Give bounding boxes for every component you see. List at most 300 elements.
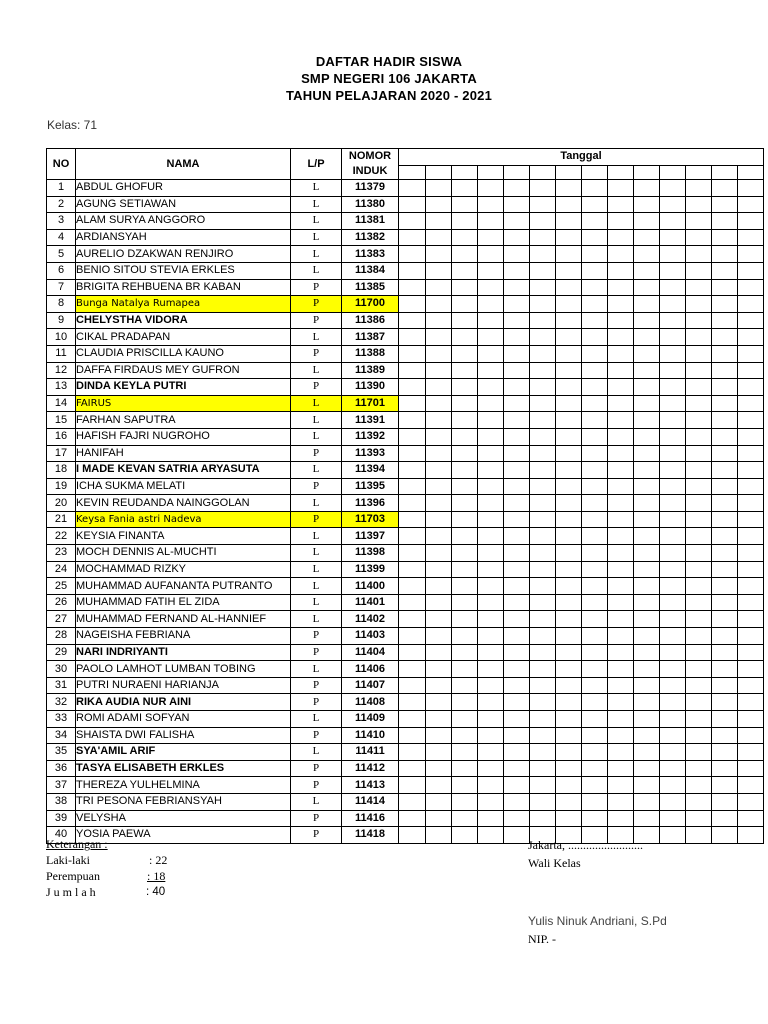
attendance-cell xyxy=(608,661,634,678)
student-name: FAIRUS xyxy=(76,395,291,412)
attendance-cell xyxy=(634,611,660,628)
attendance-cell xyxy=(712,462,738,479)
attendance-cell xyxy=(660,229,686,246)
row-number: 12 xyxy=(47,362,76,379)
row-number: 13 xyxy=(47,379,76,396)
academic-year: TAHUN PELAJARAN 2020 - 2021 xyxy=(286,88,492,103)
student-id: 11383 xyxy=(342,246,399,263)
student-name: I MADE KEVAN SATRIA ARYASUTA xyxy=(76,462,291,479)
attendance-cell xyxy=(582,213,608,230)
attendance-cell xyxy=(478,312,504,329)
row-number: 14 xyxy=(47,395,76,412)
attendance-cell xyxy=(399,312,426,329)
attendance-cell xyxy=(530,495,556,512)
attendance-cell xyxy=(582,345,608,362)
attendance-cell xyxy=(556,478,582,495)
attendance-cell xyxy=(478,661,504,678)
attendance-cell xyxy=(686,628,712,645)
attendance-cell xyxy=(660,329,686,346)
row-number: 5 xyxy=(47,246,76,263)
attendance-cell xyxy=(712,628,738,645)
attendance-cell xyxy=(426,561,452,578)
table-row xyxy=(47,246,764,263)
attendance-cell xyxy=(608,793,634,810)
attendance-cell xyxy=(634,229,660,246)
attendance-cell xyxy=(556,561,582,578)
row-number: 26 xyxy=(47,594,76,611)
table-row xyxy=(47,644,764,661)
attendance-cell xyxy=(399,561,426,578)
attendance-cell xyxy=(426,462,452,479)
attendance-cell xyxy=(530,312,556,329)
attendance-cell xyxy=(452,545,478,562)
attendance-cell xyxy=(634,810,660,827)
table-row xyxy=(47,345,764,362)
attendance-cell xyxy=(399,262,426,279)
student-gender: P xyxy=(291,777,342,794)
attendance-cell xyxy=(426,528,452,545)
student-name: ARDIANSYAH xyxy=(76,229,291,246)
attendance-cell xyxy=(504,329,530,346)
attendance-cell xyxy=(426,296,452,313)
attendance-cell xyxy=(608,561,634,578)
attendance-cell xyxy=(504,727,530,744)
attendance-cell xyxy=(530,180,556,197)
attendance-cell xyxy=(660,711,686,728)
student-id: 11386 xyxy=(342,312,399,329)
attendance-cell xyxy=(556,594,582,611)
attendance-cell xyxy=(582,395,608,412)
attendance-cell xyxy=(530,196,556,213)
attendance-cell xyxy=(582,578,608,595)
row-number: 16 xyxy=(47,428,76,445)
attendance-cell xyxy=(608,727,634,744)
attendance-cell xyxy=(504,760,530,777)
attendance-cell xyxy=(686,412,712,429)
date-header-cell xyxy=(399,165,426,179)
attendance-cell xyxy=(634,694,660,711)
attendance-cell xyxy=(608,180,634,197)
attendance-cell xyxy=(582,296,608,313)
attendance-cell xyxy=(634,379,660,396)
student-gender: L xyxy=(291,262,342,279)
attendance-cell xyxy=(738,196,764,213)
attendance-cell xyxy=(712,478,738,495)
attendance-cell xyxy=(712,246,738,263)
attendance-cell xyxy=(478,478,504,495)
attendance-cell xyxy=(634,296,660,313)
attendance-cell xyxy=(712,180,738,197)
attendance-cell xyxy=(660,379,686,396)
attendance-cell xyxy=(686,661,712,678)
attendance-cell xyxy=(582,528,608,545)
attendance-cell xyxy=(399,594,426,611)
attendance-cell xyxy=(426,262,452,279)
attendance-cell xyxy=(608,462,634,479)
attendance-cell xyxy=(712,677,738,694)
attendance-cell xyxy=(478,727,504,744)
attendance-cell xyxy=(634,594,660,611)
attendance-cell xyxy=(686,462,712,479)
attendance-cell xyxy=(712,445,738,462)
attendance-cell xyxy=(660,362,686,379)
attendance-cell xyxy=(399,279,426,296)
table-row xyxy=(47,196,764,213)
attendance-cell xyxy=(634,545,660,562)
attendance-cell xyxy=(530,810,556,827)
student-name: Bunga Natalya Rumapea xyxy=(76,296,291,313)
table-row xyxy=(47,561,764,578)
attendance-cell xyxy=(634,677,660,694)
attendance-cell xyxy=(686,279,712,296)
attendance-cell xyxy=(530,362,556,379)
attendance-cell xyxy=(608,677,634,694)
attendance-cell xyxy=(504,362,530,379)
keterangan-title: Keterangan : xyxy=(46,837,108,851)
table-row xyxy=(47,445,764,462)
attendance-cell xyxy=(530,329,556,346)
row-number: 30 xyxy=(47,661,76,678)
attendance-cell xyxy=(556,677,582,694)
attendance-cell xyxy=(686,644,712,661)
attendance-cell xyxy=(686,760,712,777)
attendance-cell xyxy=(634,345,660,362)
attendance-cell xyxy=(634,760,660,777)
attendance-cell xyxy=(452,180,478,197)
attendance-cell xyxy=(738,462,764,479)
attendance-cell xyxy=(660,246,686,263)
date-header-cell xyxy=(504,165,530,179)
attendance-cell xyxy=(686,180,712,197)
attendance-cell xyxy=(478,462,504,479)
attendance-cell xyxy=(478,445,504,462)
attendance-cell xyxy=(582,677,608,694)
attendance-cell xyxy=(634,428,660,445)
attendance-cell xyxy=(608,428,634,445)
attendance-cell xyxy=(452,777,478,794)
student-gender: P xyxy=(291,445,342,462)
attendance-cell xyxy=(399,462,426,479)
attendance-cell xyxy=(660,545,686,562)
attendance-cell xyxy=(504,677,530,694)
attendance-cell xyxy=(399,511,426,528)
attendance-cell xyxy=(504,478,530,495)
row-number: 10 xyxy=(47,329,76,346)
date-header-cell xyxy=(556,165,582,179)
attendance-cell xyxy=(660,810,686,827)
attendance-cell xyxy=(478,611,504,628)
attendance-cell xyxy=(452,329,478,346)
date-header-cell xyxy=(686,165,712,179)
attendance-cell xyxy=(478,180,504,197)
table-row xyxy=(47,296,764,313)
attendance-cell xyxy=(608,395,634,412)
student-id: 11385 xyxy=(342,279,399,296)
attendance-cell xyxy=(426,412,452,429)
attendance-cell xyxy=(530,511,556,528)
attendance-cell xyxy=(634,279,660,296)
row-number: 11 xyxy=(47,345,76,362)
student-name: KEVIN REUDANDA NAINGGOLAN xyxy=(76,495,291,512)
student-id: 11381 xyxy=(342,213,399,230)
attendance-cell xyxy=(634,362,660,379)
row-number: 31 xyxy=(47,677,76,694)
attendance-cell xyxy=(608,760,634,777)
header-nama: NAMA xyxy=(76,149,291,180)
student-id: 11701 xyxy=(342,395,399,412)
attendance-cell xyxy=(426,428,452,445)
attendance-cell xyxy=(452,362,478,379)
attendance-cell xyxy=(556,744,582,761)
attendance-cell xyxy=(399,661,426,678)
attendance-cell xyxy=(478,395,504,412)
row-number: 19 xyxy=(47,478,76,495)
date-header-cell xyxy=(478,165,504,179)
attendance-cell xyxy=(686,213,712,230)
attendance-cell xyxy=(712,578,738,595)
attendance-cell xyxy=(712,196,738,213)
row-number: 39 xyxy=(47,810,76,827)
attendance-cell xyxy=(738,279,764,296)
row-number: 21 xyxy=(47,511,76,528)
attendance-cell xyxy=(738,395,764,412)
attendance-cell xyxy=(582,760,608,777)
attendance-cell xyxy=(738,262,764,279)
table-row xyxy=(47,495,764,512)
attendance-cell xyxy=(582,744,608,761)
student-gender: P xyxy=(291,312,342,329)
attendance-cell xyxy=(426,827,452,844)
attendance-cell xyxy=(582,428,608,445)
student-gender: P xyxy=(291,760,342,777)
row-number: 3 xyxy=(47,213,76,230)
attendance-cell xyxy=(504,711,530,728)
attendance-cell xyxy=(556,329,582,346)
attendance-cell xyxy=(452,462,478,479)
attendance-cell xyxy=(686,329,712,346)
attendance-cell xyxy=(399,528,426,545)
attendance-cell xyxy=(582,362,608,379)
attendance-cell xyxy=(504,279,530,296)
attendance-cell xyxy=(660,528,686,545)
student-id: 11416 xyxy=(342,810,399,827)
student-name: DINDA KEYLA PUTRI xyxy=(76,379,291,396)
attendance-cell xyxy=(582,727,608,744)
attendance-cell xyxy=(452,810,478,827)
attendance-cell xyxy=(634,462,660,479)
date-header-cell xyxy=(582,165,608,179)
perempuan-value: : 18 xyxy=(147,869,166,883)
row-number: 4 xyxy=(47,229,76,246)
student-gender: L xyxy=(291,744,342,761)
attendance-cell xyxy=(608,412,634,429)
attendance-cell xyxy=(712,262,738,279)
attendance-cell xyxy=(399,296,426,313)
attendance-cell xyxy=(530,528,556,545)
attendance-cell xyxy=(504,462,530,479)
attendance-cell xyxy=(608,362,634,379)
attendance-cell xyxy=(686,578,712,595)
attendance-cell xyxy=(686,495,712,512)
attendance-cell xyxy=(582,545,608,562)
attendance-cell xyxy=(504,744,530,761)
date-header-cell xyxy=(634,165,660,179)
attendance-cell xyxy=(399,180,426,197)
attendance-cell xyxy=(686,744,712,761)
attendance-cell xyxy=(686,528,712,545)
attendance-cell xyxy=(530,711,556,728)
attendance-cell xyxy=(608,279,634,296)
attendance-cell xyxy=(399,229,426,246)
attendance-cell xyxy=(608,777,634,794)
attendance-cell xyxy=(660,462,686,479)
attendance-cell xyxy=(556,362,582,379)
student-id: 11388 xyxy=(342,345,399,362)
student-id: 11408 xyxy=(342,694,399,711)
attendance-cell xyxy=(530,677,556,694)
date-header-cell xyxy=(426,165,452,179)
attendance-cell xyxy=(608,711,634,728)
attendance-cell xyxy=(634,412,660,429)
attendance-cell xyxy=(686,379,712,396)
student-id: 11392 xyxy=(342,428,399,445)
attendance-cell xyxy=(556,727,582,744)
attendance-cell xyxy=(504,611,530,628)
attendance-cell xyxy=(608,810,634,827)
attendance-cell xyxy=(556,412,582,429)
attendance-cell xyxy=(452,379,478,396)
student-id: 11404 xyxy=(342,644,399,661)
attendance-cell xyxy=(426,345,452,362)
attendance-cell xyxy=(582,329,608,346)
attendance-cell xyxy=(634,561,660,578)
attendance-cell xyxy=(686,196,712,213)
attendance-cell xyxy=(608,594,634,611)
attendance-cell xyxy=(660,180,686,197)
attendance-cell xyxy=(738,478,764,495)
attendance-cell xyxy=(738,727,764,744)
attendance-cell xyxy=(399,445,426,462)
attendance-cell xyxy=(530,279,556,296)
attendance-cell xyxy=(530,412,556,429)
attendance-cell xyxy=(556,296,582,313)
attendance-cell xyxy=(504,345,530,362)
table-row xyxy=(47,329,764,346)
attendance-cell xyxy=(504,628,530,645)
attendance-cell xyxy=(556,196,582,213)
attendance-cell xyxy=(556,495,582,512)
class-label: Kelas: 71 xyxy=(47,118,98,132)
attendance-cell xyxy=(634,395,660,412)
attendance-cell xyxy=(504,229,530,246)
document-title: DAFTAR HADIR SISWA xyxy=(315,54,463,69)
student-id: 11414 xyxy=(342,793,399,810)
attendance-cell xyxy=(504,511,530,528)
attendance-cell xyxy=(582,180,608,197)
attendance-cell xyxy=(504,296,530,313)
attendance-cell xyxy=(478,262,504,279)
attendance-cell xyxy=(738,594,764,611)
attendance-cell xyxy=(738,379,764,396)
attendance-cell xyxy=(504,495,530,512)
header-nomor-label: NOMOR xyxy=(348,150,392,162)
student-gender: L xyxy=(291,495,342,512)
attendance-cell xyxy=(426,711,452,728)
attendance-cell xyxy=(634,329,660,346)
attendance-cell xyxy=(452,760,478,777)
row-number: 32 xyxy=(47,694,76,711)
student-id: 11396 xyxy=(342,495,399,512)
row-number: 23 xyxy=(47,545,76,562)
attendance-cell xyxy=(712,528,738,545)
attendance-cell xyxy=(556,661,582,678)
attendance-cell xyxy=(582,462,608,479)
row-number: 33 xyxy=(47,711,76,728)
attendance-cell xyxy=(712,395,738,412)
attendance-cell xyxy=(530,777,556,794)
attendance-cell xyxy=(660,412,686,429)
attendance-cell xyxy=(686,793,712,810)
header-induk-label: INDUK xyxy=(352,165,388,177)
header-no: NO xyxy=(47,149,76,180)
attendance-cell xyxy=(530,246,556,263)
attendance-cell xyxy=(608,478,634,495)
attendance-cell xyxy=(478,810,504,827)
attendance-cell xyxy=(738,246,764,263)
attendance-cell xyxy=(478,694,504,711)
table-row xyxy=(47,462,764,479)
attendance-cell xyxy=(399,727,426,744)
attendance-cell xyxy=(712,793,738,810)
attendance-cell xyxy=(738,661,764,678)
attendance-cell xyxy=(478,511,504,528)
row-number: 29 xyxy=(47,644,76,661)
attendance-cell xyxy=(478,561,504,578)
table-row xyxy=(47,180,764,197)
attendance-cell xyxy=(582,661,608,678)
attendance-cell xyxy=(478,760,504,777)
attendance-cell xyxy=(399,379,426,396)
attendance-cell xyxy=(399,545,426,562)
attendance-cell xyxy=(634,528,660,545)
student-name: MUHAMMAD FERNAND AL-HANNIEF xyxy=(76,611,291,628)
attendance-cell xyxy=(634,312,660,329)
student-id: 11703 xyxy=(342,511,399,528)
attendance-cell xyxy=(712,661,738,678)
attendance-cell xyxy=(634,727,660,744)
row-number: 40 xyxy=(47,827,76,844)
attendance-cell xyxy=(582,196,608,213)
attendance-cell xyxy=(426,760,452,777)
attendance-cell xyxy=(556,462,582,479)
student-gender: P xyxy=(291,511,342,528)
attendance-cell xyxy=(738,561,764,578)
attendance-cell xyxy=(426,229,452,246)
attendance-cell xyxy=(478,594,504,611)
attendance-cell xyxy=(582,379,608,396)
attendance-cell xyxy=(712,379,738,396)
attendance-cell xyxy=(660,677,686,694)
attendance-cell xyxy=(608,644,634,661)
student-gender: L xyxy=(291,462,342,479)
attendance-cell xyxy=(738,362,764,379)
student-gender: L xyxy=(291,213,342,230)
attendance-cell xyxy=(712,362,738,379)
table-row xyxy=(47,279,764,296)
row-number: 36 xyxy=(47,760,76,777)
attendance-cell xyxy=(660,661,686,678)
signature-role: Wali Kelas xyxy=(528,856,581,870)
